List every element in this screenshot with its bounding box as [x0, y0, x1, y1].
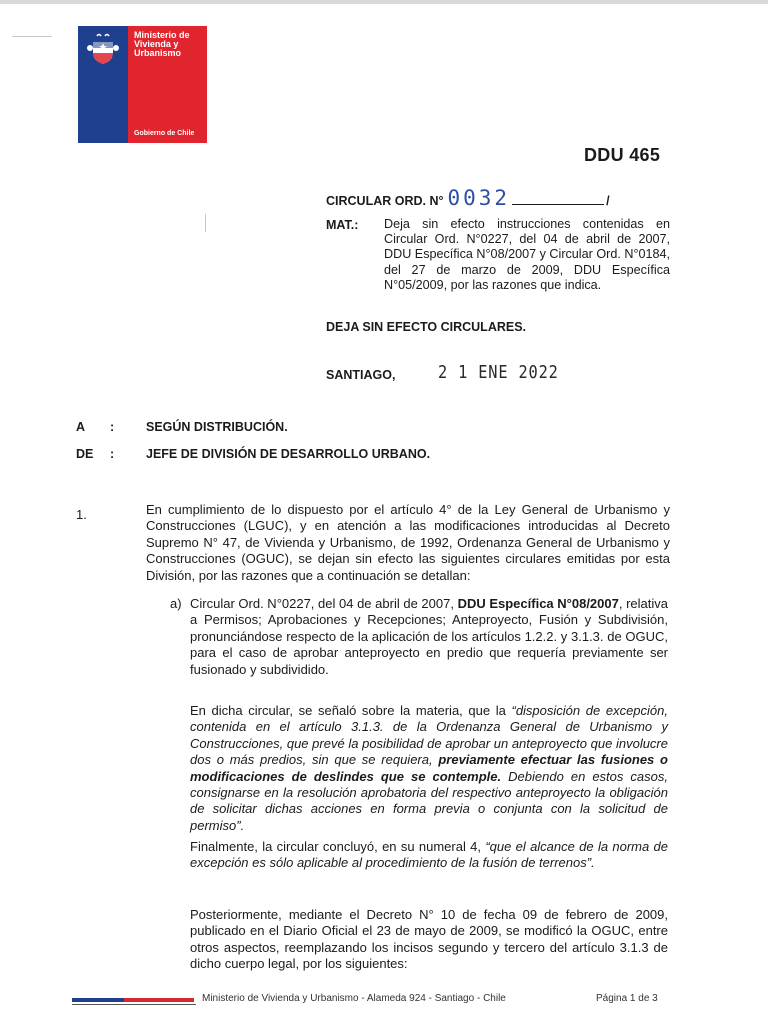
paragraph-dicha [190, 703, 668, 834]
ddu-number: DDU 465 [584, 145, 661, 165]
circular-suffix: / [606, 194, 610, 208]
dicha-quote-2: Debiendo en estos casos, consignarse en la resolución aprobatoria del respectivo anteproyecto la obligación de solicitar dichas acciones en forma previa o conjunta con la solicitud de permiso”. [190, 768, 668, 833]
document-title: DEJA SIN EFECTO CIRCULARES. [326, 320, 527, 334]
scan-artifact [205, 214, 206, 232]
final-intro: Finalmente, la circular concluyó, en su numeral 4, [190, 839, 486, 854]
scan-artifact [12, 36, 52, 37]
date-stamp: 2 1 ENE 2022 [438, 362, 559, 383]
paragraph-1: En cumplimiento de lo dispuesto por el artículo 4° de la Ley General de Urbanismo y Construcciones (LGUC), y en atención a las modificaciones introducidas al Decreto Supremo N° 47, de Vivienda y Urbanismo, de 1992, Ordenanza General de Urbanismo y Construcciones (OGUC), se dejan sin efecto las siguientes circulares emitidas por esta División, por las razones que a continuación se detallan: [146, 502, 670, 583]
sender-row [76, 447, 430, 461]
logo-blue-band [78, 26, 128, 143]
circular-label: CIRCULAR ORD. N° [326, 194, 444, 208]
paragraph-posteriormente: Posteriormente, mediante el Decreto N° 10 de fecha 09 de febrero de 2009, publicado en el Diario Oficial el 23 de mayo de 2009, se modificó la OGUC, entre otros aspectos, reemplazando los incisos segundo y tercero del artículo 3.1.3 de dicho cuerpo legal, por los siguientes: [190, 907, 668, 972]
final-quote: “que el alcance de la norma de excepción es sólo aplicable al procedimiento de la fusión de terrenos”. [190, 839, 668, 871]
sender-colon: : [110, 447, 115, 461]
paragraph-number: 1. [76, 507, 87, 522]
recipient-row [76, 420, 288, 434]
footer-divider [72, 1004, 196, 1005]
logo-government-label: Gobierno de Chile [134, 130, 195, 137]
recipient-key: A [76, 420, 86, 434]
recipient-colon: : [110, 420, 115, 434]
footer-address: Ministerio de Vivienda y Urbanismo - Alameda 924 - Santiago - Chile [202, 993, 506, 1004]
dicha-bold: previamente efectuar las fusiones o modificaciones de deslindes que se contemple. [190, 752, 668, 784]
item-a-bold: DDU Específica N°08/2007 [457, 596, 619, 611]
page-footer [72, 992, 672, 1008]
footer-flag-bar [72, 998, 194, 1002]
mat-text: Deja sin efecto instrucciones contenidas en Circular Ord. N°0227, del 04 de abril de 2007, DDU Específica N°08/2007 y Circular Ord. N°0184, del 27 de marzo de 2009, DDU Específica N°05/2009, por las razones que indica. [384, 217, 670, 292]
recipient-value: SEGÚN DISTRIBUCIÓN. [146, 420, 288, 434]
coat-of-arms-icon [85, 32, 121, 68]
paragraph-finalmente [190, 839, 668, 872]
logo-red-band [128, 26, 207, 143]
dicha-intro: En dicha circular, se señaló sobre la materia, que la [190, 703, 512, 718]
circular-number-line [326, 186, 610, 210]
place-label: SANTIAGO, [326, 368, 396, 382]
item-a-part2: , relativa a Permisos; Aprobaciones y Recepciones; Anteproyecto, Fusión y Subdivisión, pronunciándose respecto de la aplicación de los artículos 1.2.2. y 3.1.3. de OGUC, para el caso de aprobar anteproyecto en predio que requería previamente ser fusionado y subdividido. [190, 596, 668, 677]
logo-ministry-name: Ministerio de Vivienda y Urbanismo [134, 30, 190, 58]
sender-key: DE [76, 447, 94, 461]
circular-number-stamp: 0032 [447, 186, 511, 210]
item-a-part1: Circular Ord. N°0227, del 04 de abril de 2007, [190, 596, 458, 611]
item-a-marker: a) [170, 596, 182, 611]
mat-label: MAT.: [326, 218, 359, 232]
sender-value: JEFE DE DIVISIÓN DE DESARROLLO URBANO. [146, 447, 431, 461]
circular-number-underline [512, 203, 604, 205]
page-number: Página 1 de 3 [596, 993, 658, 1004]
ministry-logo [78, 26, 207, 143]
item-a-text [190, 596, 668, 678]
dicha-quote-1: “disposición de excepción, contenida en el artículo 3.1.3. de la Ordenanza General de Urbanismo y Construcciones, que prevé la posibilidad de aprobar un anteproyecto que involucre dos o más predios, sin que se requiera, [190, 703, 668, 768]
scan-edge [0, 0, 768, 4]
